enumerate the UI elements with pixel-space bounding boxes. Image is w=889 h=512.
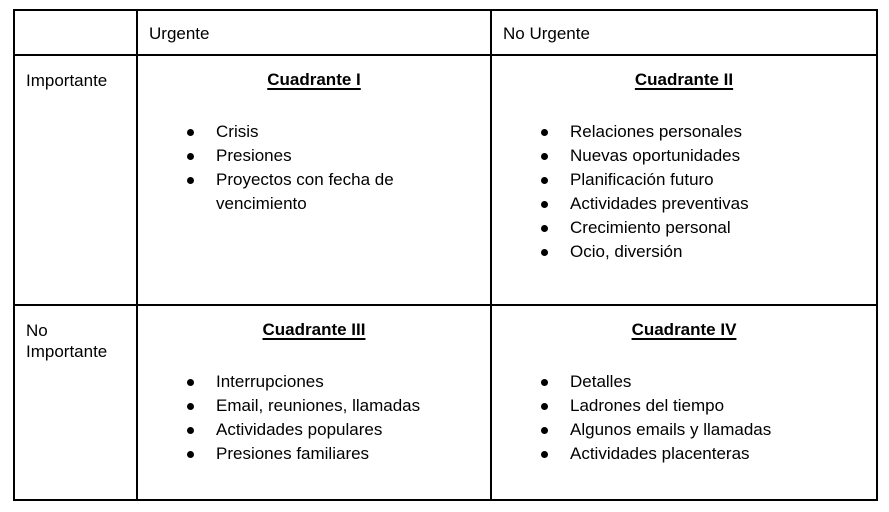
list-item (187, 394, 480, 418)
quadrant-4-title-text: Cuadrante IV (631, 320, 737, 339)
column-header-no-urgente: No Urgente (491, 10, 877, 55)
quadrant-1-title-text: Cuadrante I (267, 70, 361, 89)
bullet-icon (187, 129, 194, 136)
list-item-label: Algunos emails y llamadas (570, 420, 772, 439)
quadrant-4-cell (491, 305, 877, 500)
quadrant-1-cell (137, 55, 491, 305)
quadrant-3-cell (137, 305, 491, 500)
column-header-urgente: Urgente (137, 10, 491, 55)
bullet-icon (187, 177, 194, 184)
bullet-icon (541, 451, 548, 458)
list-item (541, 370, 866, 394)
bullet-icon (541, 249, 548, 256)
priority-matrix-table (13, 9, 878, 501)
quadrant-2-cell (491, 55, 877, 305)
bullet-icon (541, 403, 548, 410)
quadrant-2-title-text: Cuadrante II (634, 70, 734, 89)
bullet-icon (187, 427, 194, 434)
list-item (541, 442, 866, 466)
list-item (187, 442, 480, 466)
table-header-row (14, 10, 877, 55)
list-item (541, 394, 866, 418)
bullet-icon (187, 403, 194, 410)
list-item (187, 120, 480, 144)
quadrant-2-title (492, 56, 876, 91)
bullet-icon (541, 427, 548, 434)
list-item-label: Relaciones personales (570, 122, 742, 141)
list-item (541, 192, 866, 216)
row-header-importante: Importante (14, 55, 137, 305)
bullet-icon (541, 129, 548, 136)
bullet-icon (187, 153, 194, 160)
list-item-label: Ladrones del tiempo (570, 396, 725, 415)
list-item (541, 418, 866, 442)
bullet-icon (541, 153, 548, 160)
row-header-no-importante: No Importante (14, 305, 137, 500)
list-item-label: Ocio, diversión (570, 242, 683, 261)
list-item-label: Actividades preventivas (570, 194, 749, 213)
list-item-label: Actividades populares (216, 420, 383, 439)
bullet-icon (541, 225, 548, 232)
list-item-label: Email, reuniones, llamadas (216, 396, 421, 415)
list-item (541, 144, 866, 168)
list-item (541, 216, 866, 240)
quadrant-3-title (138, 306, 490, 341)
list-item (187, 418, 480, 442)
list-item (541, 240, 866, 264)
quadrant-4-title (492, 306, 876, 341)
table-row-no-importante (14, 305, 877, 500)
list-item (541, 168, 866, 192)
corner-header-cell (14, 10, 137, 55)
quadrant-1-list (138, 120, 490, 216)
quadrant-3-list (138, 370, 490, 466)
list-item (187, 370, 480, 394)
quadrant-4-list (492, 370, 876, 466)
list-item-label: Planificación futuro (570, 170, 714, 189)
table-row-importante (14, 55, 877, 305)
list-item (187, 144, 480, 168)
list-item-label: Detalles (570, 372, 632, 391)
quadrant-2-list (492, 120, 876, 264)
bullet-icon (541, 379, 548, 386)
quadrant-1-title (138, 56, 490, 91)
list-item-label: Presiones (216, 146, 292, 165)
list-item-label: Proyectos con fecha de vencimiento (216, 170, 394, 213)
list-item-label: Nuevas oportunidades (570, 146, 741, 165)
bullet-icon (541, 177, 548, 184)
list-item-label: Crecimiento personal (570, 218, 731, 237)
list-item-label: Crisis (216, 122, 259, 141)
bullet-icon (187, 379, 194, 386)
bullet-icon (187, 451, 194, 458)
list-item (187, 168, 480, 216)
bullet-icon (541, 201, 548, 208)
list-item (541, 120, 866, 144)
list-item-label: Presiones familiares (216, 444, 370, 463)
list-item-label: Actividades placenteras (570, 444, 750, 463)
quadrant-3-title-text: Cuadrante III (262, 320, 366, 339)
list-item-label: Interrupciones (216, 372, 324, 391)
